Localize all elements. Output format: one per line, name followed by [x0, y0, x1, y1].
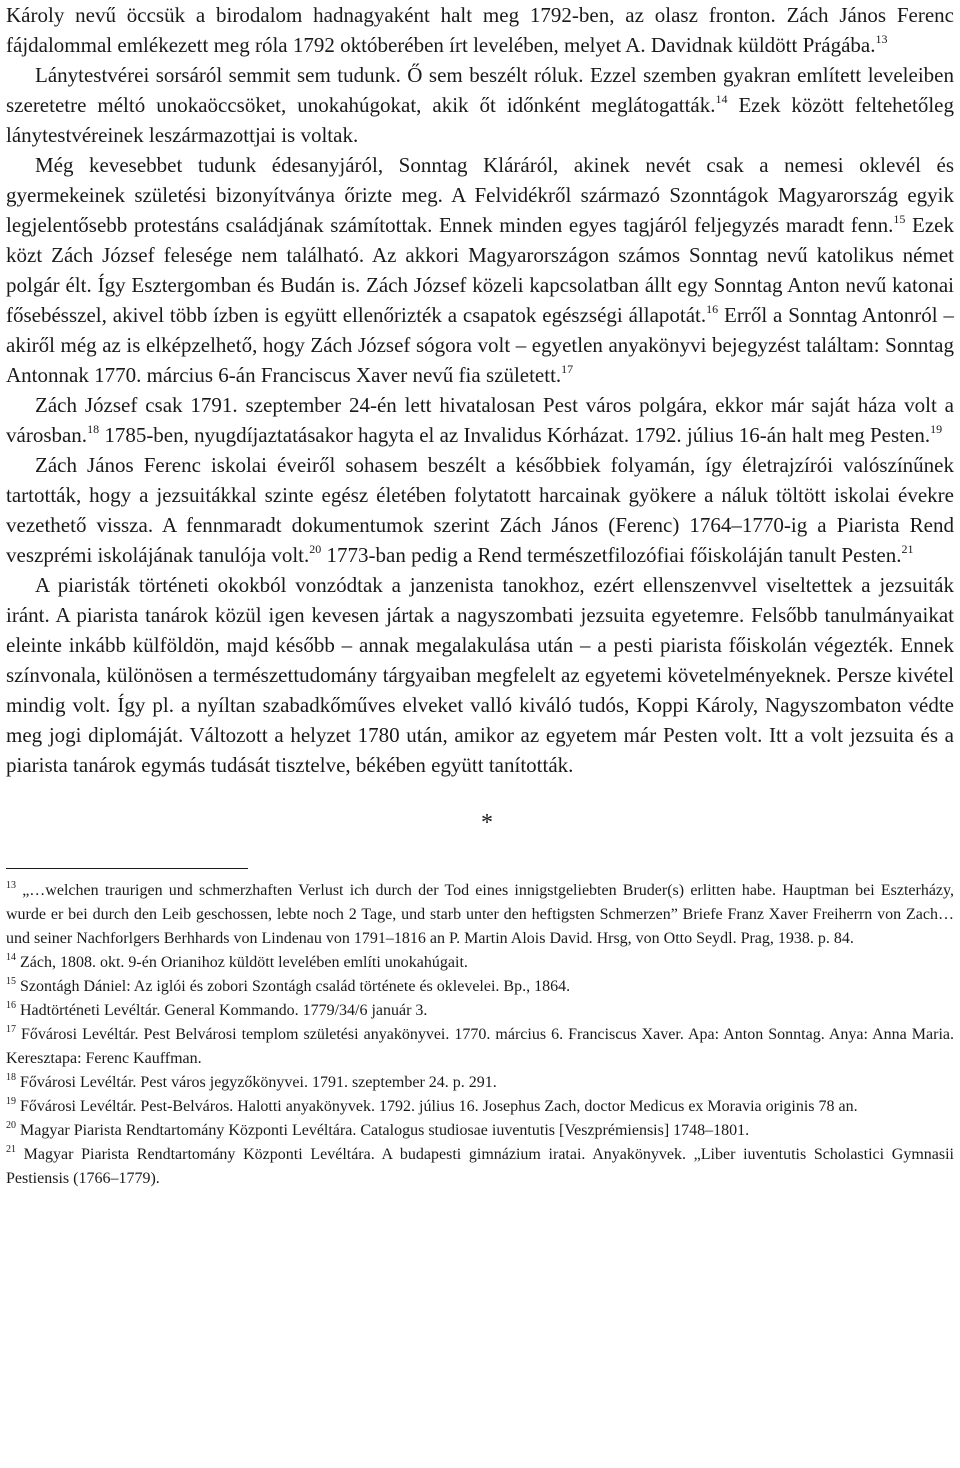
text-run: Még kevesebbet tudunk édesanyjáról, Sonntag Kláráról, akinek nevét csak a nemesi oklevél és gyermekeinek születési bizonyítványa őrizte meg. A Felvidékről származó Szonntágok Magyarország egyik legjelentősebb protestáns családjának számítottak. Ennek minden egyes tagjáról feljegyzés maradt fenn.	[6, 153, 954, 237]
footnote-number: 19	[6, 1096, 16, 1107]
text-run: Károly nevű öccsük a birodalom hadnagyaként halt meg 1792-ben, az olasz fronton. Zách János Ferenc fájdalommal emlékezett meg róla 1792 októberében írt levelében, melyet A. Davidnak küldött Prágába.	[6, 3, 954, 57]
footnote-divider	[6, 868, 248, 869]
footnote	[6, 975, 954, 999]
footnote-ref: 16	[706, 302, 719, 316]
footnote	[6, 999, 954, 1023]
footnote-text: „…welchen traurigen und schmerzhaften Verlust ich durch der Tod eines innigstgeliebten Bruder(s) erlitten habe. Hauptman bei Eszterházy, wurde er bei durch den Leib geschossen, lebte noch 2 Tage, und starb unter den heftigsten Schmerzen” Briefe Franz Xaver Freiherrn von Zach…und seiner Nachforlgers Berhhards von Lindenau von 1791–1816 an P. Martin Alois David. Hrsg, von Otto Seydl. Prag, 1938. p. 84.	[6, 882, 954, 947]
footnote-ref: 14	[715, 92, 728, 106]
footnote	[6, 951, 954, 975]
footnote	[6, 1143, 954, 1191]
footnote-number: 18	[6, 1072, 16, 1083]
footnote	[6, 1023, 954, 1071]
text-run: 1785-ben, nyugdíjaztatásakor hagyta el az Invalidus Kórházat. 1792. július 16-án halt meg Pesten.	[99, 423, 931, 447]
footnote-text: Magyar Piarista Rendtartomány Központi Levéltára. Catalogus studiosae iuventutis [Veszprémiensis] 1748–1801.	[16, 1122, 750, 1139]
footnote-text: Hadtörténeti Levéltár. General Kommando. 1779/34/6 január 3.	[16, 1002, 428, 1019]
text-run: A piaristák történeti okokból vonzódtak a janzenista tanokhoz, ezért ellenszenvvel viseltettek a jezsuiták iránt. A piarista tanárok közül igen kevesen jártak a nagyszombati jezsuita egyetemre. Felsőbb tanulmányaikat eleinte inkább külföldön, majd később – annak megalakulása után – a pesti piarista főiskolán végezték. Ennek színvonala, különösen a természettudomány tárgyaiban megfelelt az egyetemi követelményeknek. Persze kivétel mindig volt. Így pl. a nyíltan szabadkőműves elveket valló kiváló tudós, Koppi Károly, Nagyszombaton védte meg jogi diplomáját. Változott a helyzet 1780 után, amikor az egyetem már Pesten volt. Itt a volt jezsuita és a piarista tanárok egymás tudását tisztelve, békében együtt tanították.	[6, 573, 954, 777]
footnote-ref: 18	[87, 422, 100, 436]
paragraph	[6, 390, 954, 450]
paragraph	[6, 450, 954, 570]
footnote	[6, 879, 954, 951]
footnote-ref: 20	[309, 542, 322, 556]
footnote	[6, 1071, 954, 1095]
footnote-text: Fővárosi Levéltár. Pest város jegyzőkönyvei. 1791. szeptember 24. p. 291.	[16, 1074, 497, 1091]
section-separator: *	[481, 810, 493, 836]
footnote-number: 20	[6, 1120, 16, 1131]
paragraph	[6, 60, 954, 150]
text-run: Ezek között feltehetőleg lánytestvéreinek leszármazottjai is voltak.	[6, 93, 954, 147]
footnote-number: 17	[6, 1024, 16, 1035]
footnote-text: Fővárosi Levéltár. Pest Belvárosi templom születési anyakönyvei. 1770. március 6. Franciscus Xaver. Apa: Anton Sonntag. Anya: Anna Maria. Keresztapa: Ferenc Kauffman.	[6, 1026, 954, 1067]
footnote-text: Zách, 1808. okt. 9-én Orianihoz küldött levelében említi unokahúgait.	[16, 954, 468, 971]
footnote-number: 16	[6, 1000, 16, 1011]
footnote-ref: 15	[893, 212, 906, 226]
footnote-number: 21	[6, 1144, 16, 1155]
footnote-ref: 17	[561, 362, 574, 376]
paragraph	[6, 570, 954, 780]
footnote-ref: 13	[875, 32, 888, 46]
text-run: 1773-ban pedig a Rend természetfilozófiai főiskoláján tanult Pesten.	[321, 543, 902, 567]
text-run: Zách János Ferenc iskolai éveiről sohasem beszélt a későbbiek folyamán, így életrajzírói valószínűnek tartották, hogy a jezsuitákkal szinte egész életében folytatott harcainak gyökere a náluk töltött iskolai évekre vezethető vissza. A fennmaradt dokumentumok szerint Zách János (Ferenc) 1764–1770-ig a Piarista Rend veszprémi iskolájának tanulója volt.	[6, 453, 954, 567]
footnotes	[6, 879, 954, 1191]
footnote-ref: 19	[930, 422, 943, 436]
footnote-number: 13	[6, 880, 16, 891]
text-run: Erről a Sonntag Antonról – akiről még az is elképzelhető, hogy Zách József sógora volt – egyetlen anyakönyvi bejegyzést találtam: Sonntag Antonnak 1770. március 6-án Franciscus Xaver nevű fia született.	[6, 303, 954, 387]
text-run: Zách József csak 1791. szeptember 24-én lett hivatalosan Pest város polgára, ekkor már saját háza volt a városban.	[6, 393, 954, 447]
document-page	[6, 0, 954, 1191]
footnote-number: 14	[6, 952, 16, 963]
footnote	[6, 1095, 954, 1119]
footnote-ref: 21	[901, 542, 914, 556]
text-run: Lánytestvérei sorsáról semmit sem tudunk. Ő sem beszélt róluk. Ezzel szemben gyakran említett leveleiben szeretetre méltó unokaöccsöket, unokahúgokat, akik őt időnként meglátogatták.	[6, 63, 954, 117]
text-run: Ezek közt Zách József felesége nem található. Az akkori Magyarországon számos Sonntag nevű katolikus német polgár élt. Így Esztergomban és Budán is. Zách József közeli kapcsolatban állt egy Sonntag Anton nevű katonai fősebésszel, akivel több ízben is együtt ellenőrizték a csapatok egészségi állapotát.	[6, 213, 954, 327]
footnote-text: Szontágh Dániel: Az iglói és zobori Szontágh család története és oklevelei. Bp., 1864.	[16, 978, 571, 995]
footnote-number: 15	[6, 976, 16, 987]
paragraph	[6, 0, 954, 60]
footnote-text: Fővárosi Levéltár. Pest-Belváros. Halotti anyakönyvek. 1792. július 16. Josephus Zach, doctor Medicus ex Moravia originis 78 an.	[16, 1098, 858, 1115]
footnote	[6, 1119, 954, 1143]
footnote-text: Magyar Piarista Rendtartomány Központi Levéltára. A budapesti gimnázium iratai. Anyakönyvek. „Liber iuventutis Scholastici Gymnasii Pestiensis (1766–1779).	[6, 1146, 954, 1187]
paragraph	[6, 150, 954, 390]
body-text	[6, 0, 954, 780]
